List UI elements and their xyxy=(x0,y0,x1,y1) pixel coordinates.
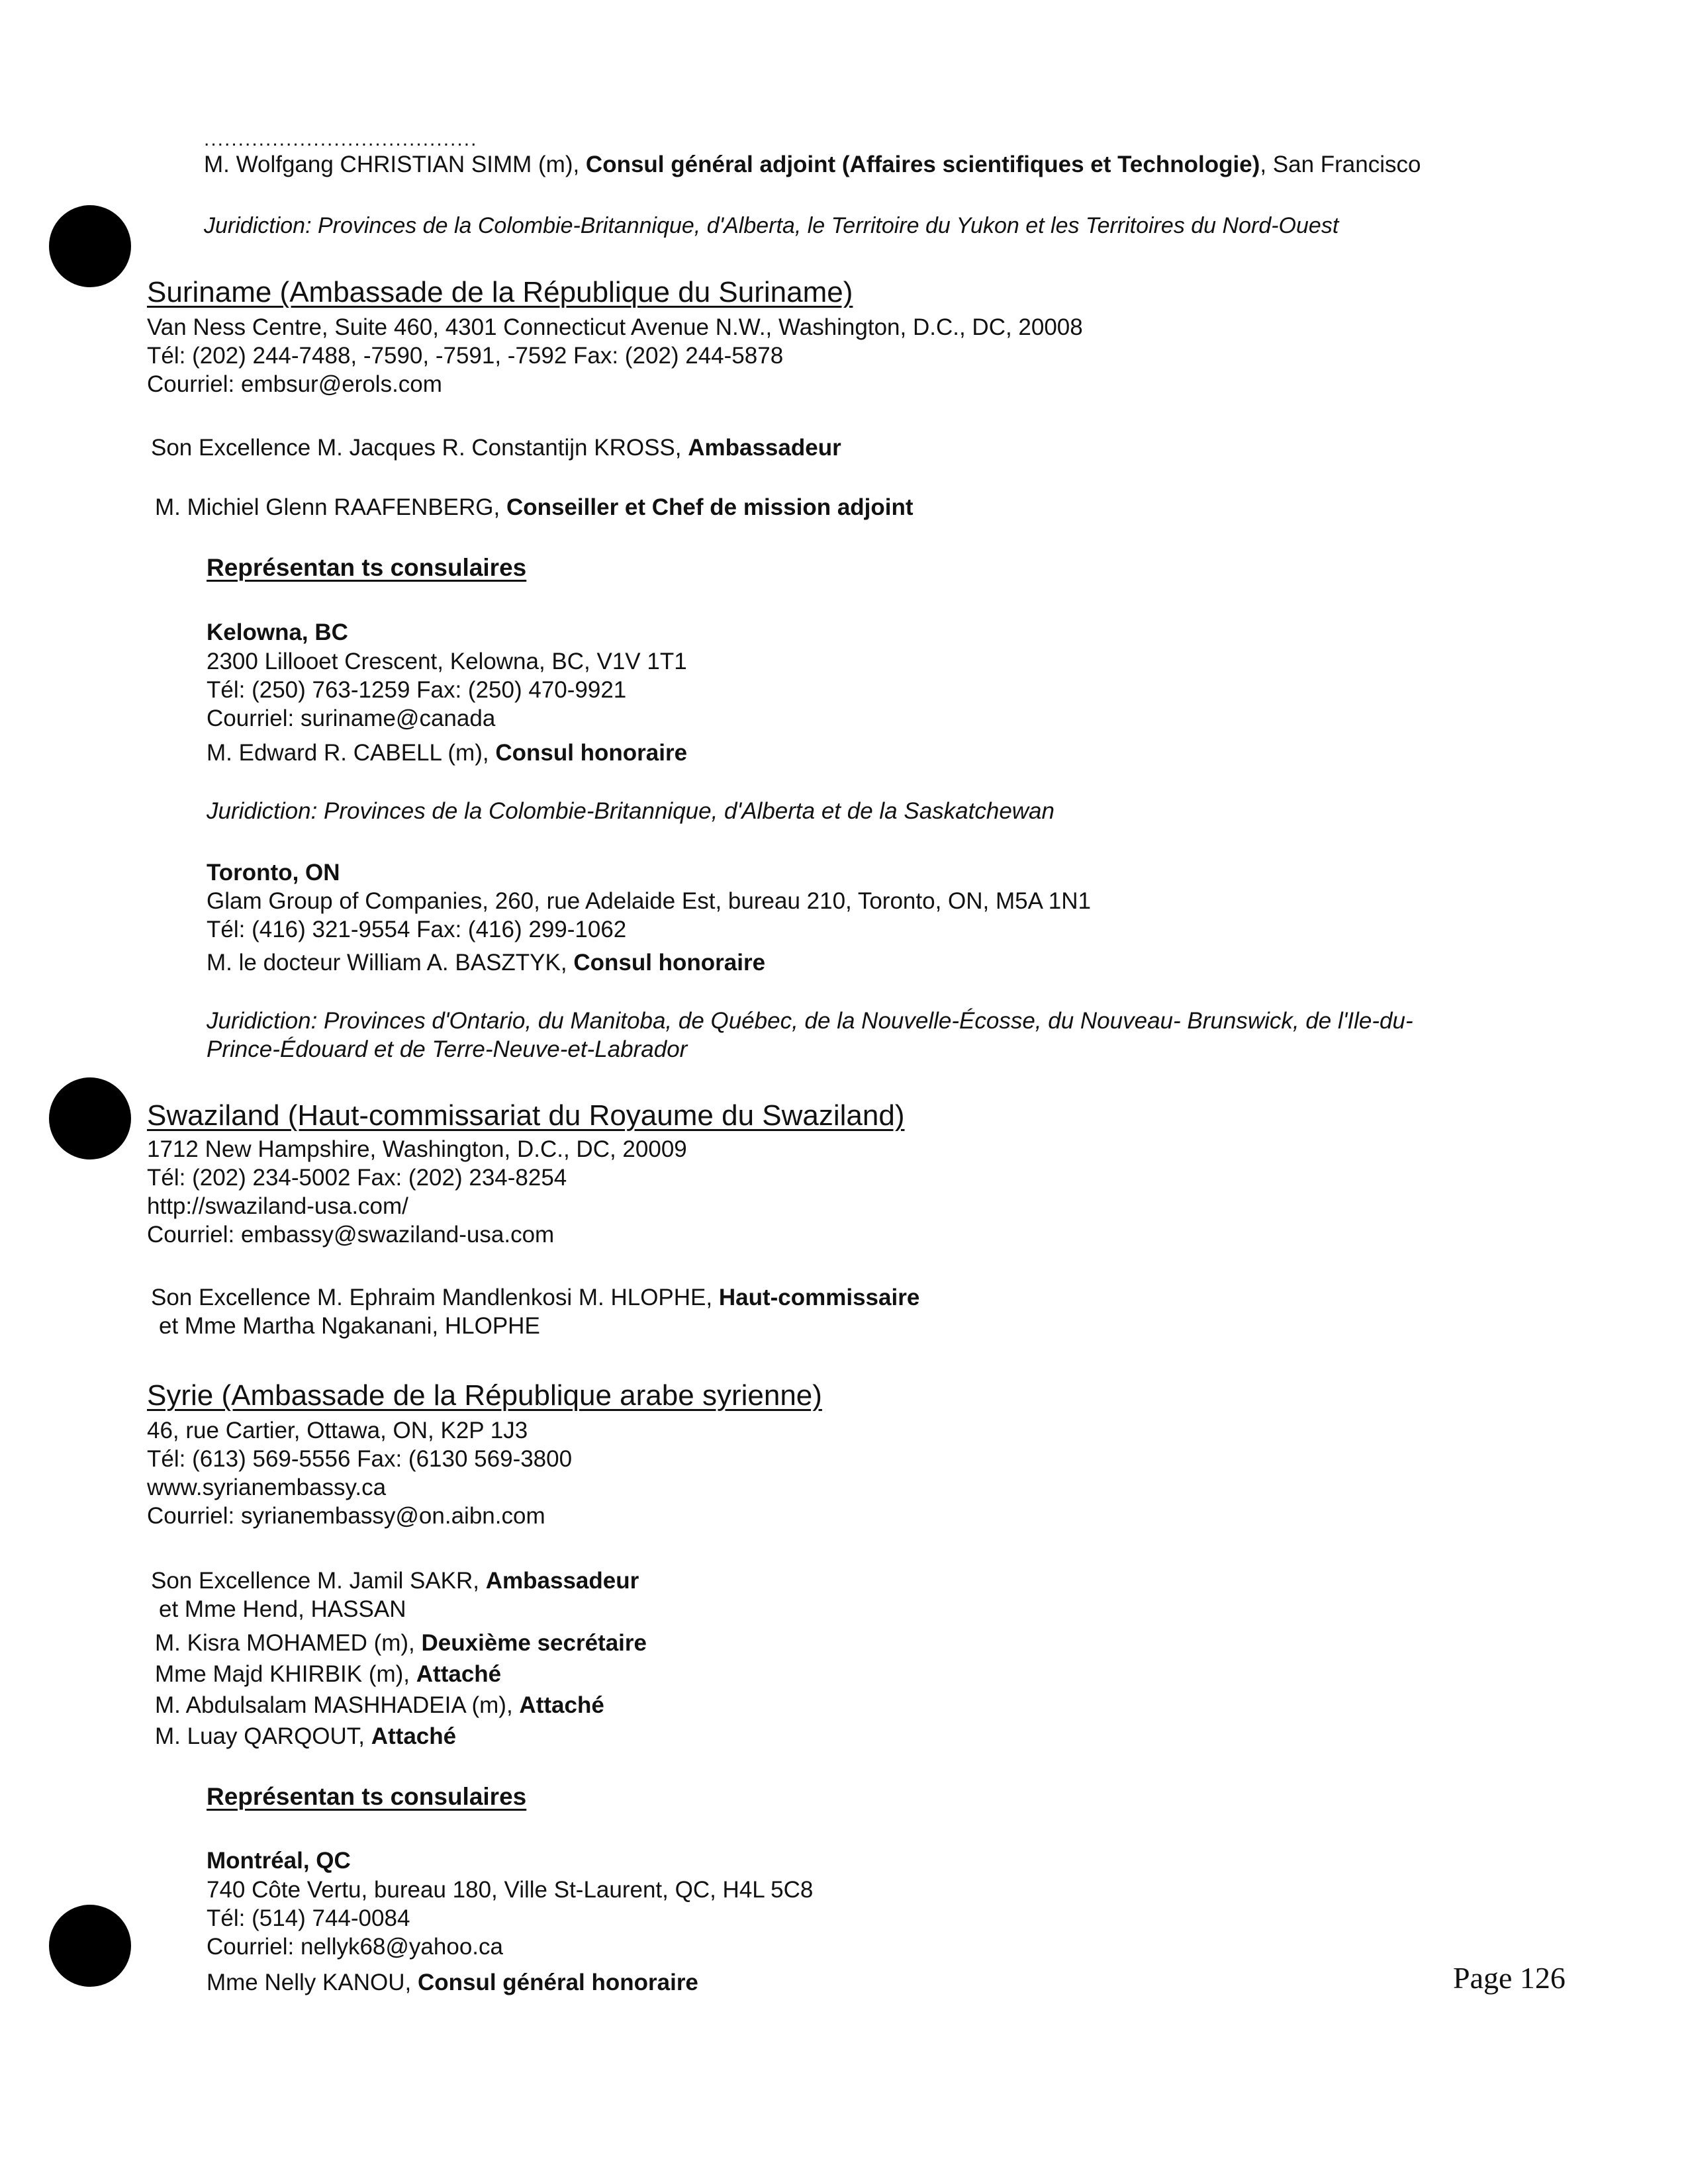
montreal-address: 740 Côte Vertu, bureau 180, Ville St-Laurent, QC, H4L 5C8 xyxy=(207,1877,814,1903)
country-heading-swaziland: Swaziland (Haut-commissariat du Royaume du Swaziland) xyxy=(147,1099,905,1132)
swaziland-address: 1712 New Hampshire, Washington, D.C., DC, 20009 xyxy=(147,1136,687,1162)
syrie-staff-row xyxy=(155,1661,501,1688)
toronto-address: Glam Group of Companies, 260, rue Adelaide Est, bureau 210, Toronto, ON, M5A 1N1 xyxy=(207,888,1091,914)
syrie-address: 46, rue Cartier, Ottawa, ON, K2P 1J3 xyxy=(147,1418,528,1443)
person-title: Ambassadeur xyxy=(485,1568,639,1594)
swaziland-high-commissioner xyxy=(151,1284,919,1312)
person-title: Ambassadeur xyxy=(688,435,841,461)
binder-hole-middle xyxy=(49,1077,131,1160)
toronto-tel: Tél: (416) 321-9554 Fax: (416) 299-1062 xyxy=(207,917,627,942)
person-name: Mme Majd KHIRBIK (m), xyxy=(155,1661,416,1687)
kelowna-email: Courriel: suriname@canada xyxy=(207,705,496,731)
syrie-web: www.syrianembassy.ca xyxy=(147,1475,387,1500)
country-heading-syrie: Syrie (Ambassade de la République arabe syrienne) xyxy=(147,1379,822,1412)
montreal-consul xyxy=(207,1969,698,1997)
person-name: Son Excellence M. Jacques R. Constantijn KROSS, xyxy=(151,435,688,461)
toronto-city: Toronto, ON xyxy=(207,860,340,886)
kelowna-tel: Tél: (250) 763-1259 Fax: (250) 470-9921 xyxy=(207,677,627,703)
montreal-city: Montréal, QC xyxy=(207,1848,351,1874)
toronto-jurisdiction-line-1: Juridiction: Provinces d'Ontario, du Manitoba, de Québec, de la Nouvelle-Écosse, du Nouveau- Brunswick, de l'Ile-du- xyxy=(207,1008,1413,1034)
person-title: Conseiller et Chef de mission adjoint xyxy=(506,494,914,520)
dotted-separator: ........................................ xyxy=(204,128,478,150)
syrie-spouse: et Mme Hend, HASSAN xyxy=(159,1596,406,1622)
suriname-tel: Tél: (202) 244-7488, -7590, -7591, -7592 Fax: (202) 244-5878 xyxy=(147,343,784,369)
swaziland-spouse: et Mme Martha Ngakanani, HLOPHE xyxy=(159,1313,540,1339)
person-title: Consul honoraire xyxy=(495,740,688,766)
person-name: M. Kisra MOHAMED (m), xyxy=(155,1630,422,1656)
jurisdiction-simm: Juridiction: Provinces de la Colombie-Britannique, d'Alberta, le Territoire du Yukon et les Territoires du Nord-Ouest xyxy=(204,213,1339,238)
binder-hole-top xyxy=(49,205,131,287)
syrie-ambassador xyxy=(151,1567,639,1595)
consular-heading-suriname: Représentan ts consulaires xyxy=(207,554,527,581)
kelowna-jurisdiction: Juridiction: Provinces de la Colombie-Britannique, d'Alberta et de la Saskatchewan xyxy=(207,798,1055,824)
person-name: Son Excellence M. Jamil SAKR, xyxy=(151,1568,486,1594)
person-title: Consul honoraire xyxy=(573,950,766,976)
person-title: Consul général honoraire xyxy=(417,1970,698,1995)
suriname-deputy xyxy=(155,494,914,522)
toronto-consul xyxy=(207,949,765,977)
syrie-staff-row xyxy=(155,1629,647,1657)
suriname-address: Van Ness Centre, Suite 460, 4301 Connecticut Avenue N.W., Washington, D.C., DC, 20008 xyxy=(147,314,1083,340)
entry-title: Consul général adjoint (Affaires scientifiques et Technologie) xyxy=(585,152,1260,177)
syrie-tel: Tél: (613) 569-5556 Fax: (6130 569-3800 xyxy=(147,1446,573,1472)
binder-hole-bottom xyxy=(49,1905,131,1987)
swaziland-email: Courriel: embassy@swaziland-usa.com xyxy=(147,1222,555,1248)
kelowna-consul xyxy=(207,739,687,767)
person-name: M. Luay QARQOUT, xyxy=(155,1723,371,1749)
person-title: Deuxième secrétaire xyxy=(421,1630,647,1656)
entry-name: M. Wolfgang CHRISTIAN SIMM (m), xyxy=(204,152,586,177)
swaziland-web: http://swaziland-usa.com/ xyxy=(147,1193,408,1219)
syrie-email: Courriel: syrianembassy@on.aibn.com xyxy=(147,1503,545,1529)
toronto-jurisdiction-line-2: Prince-Édouard et de Terre-Neuve-et-Labrador xyxy=(207,1036,688,1062)
swaziland-tel: Tél: (202) 234-5002 Fax: (202) 234-8254 xyxy=(147,1165,567,1191)
person-title: Attaché xyxy=(371,1723,457,1749)
entry-simm xyxy=(204,151,1421,179)
suriname-email: Courriel: embsur@erols.com xyxy=(147,371,442,397)
syrie-staff-row xyxy=(155,1723,456,1751)
syrie-staff-row xyxy=(155,1692,604,1719)
person-name: M. Abdulsalam MASHHADEIA (m), xyxy=(155,1692,520,1718)
person-title: Attaché xyxy=(416,1661,502,1687)
montreal-email: Courriel: nellyk68@yahoo.ca xyxy=(207,1934,503,1960)
suriname-ambassador xyxy=(151,434,841,462)
person-name: M. Edward R. CABELL (m), xyxy=(207,740,496,766)
person-name: M. Michiel Glenn RAAFENBERG, xyxy=(155,494,506,520)
kelowna-address: 2300 Lillooet Crescent, Kelowna, BC, V1V 1T1 xyxy=(207,649,687,674)
person-name: M. le docteur William A. BASZTYK, xyxy=(207,950,574,976)
page-number: Page 126 xyxy=(1453,1961,1566,1995)
entry-place: , San Francisco xyxy=(1260,152,1421,177)
person-name: Son Excellence M. Ephraim Mandlenkosi M. HLOPHE, xyxy=(151,1285,719,1310)
country-heading-suriname: Suriname (Ambassade de la République du Suriname) xyxy=(147,276,853,308)
consular-heading-syrie: Représentan ts consulaires xyxy=(207,1783,527,1810)
montreal-tel: Tél: (514) 744-0084 xyxy=(207,1905,410,1931)
kelowna-city: Kelowna, BC xyxy=(207,619,348,645)
person-title: Haut-commissaire xyxy=(718,1285,920,1310)
person-name: Mme Nelly KANOU, xyxy=(207,1970,418,1995)
person-title: Attaché xyxy=(519,1692,604,1718)
